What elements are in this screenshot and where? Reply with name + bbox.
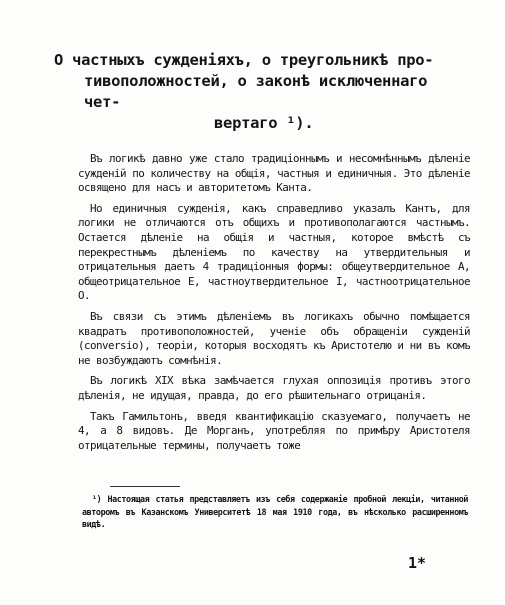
paragraph-3: Въ связи съ этимъ дѣленіемъ въ логикахъ обычно помѣщается квадратъ противоположностей, ученіе объ обращеніи сужденій (conversio), теоріи, которыя восходятъ къ Аристотелю и ни въ комъ не возбуждаютъ сомнѣнія. — [78, 309, 470, 367]
footnote-text: ¹) Настоящая статья представляетъ изъ себя содержаніе пробной лекціи, читанной авторомъ въ Казанскомъ Университетѣ 18 мая 1910 года, въ нѣсколько расширенномъ видѣ. — [82, 494, 468, 529]
paragraph-5: Такъ Гамильтонъ, введя квантификацію сказуемаго, получаетъ не 4, а 8 видовъ. Де Морганъ, употребляя по примѣру Аристотеля отрицательные термины, получаетъ тоже — [78, 409, 470, 452]
title-line-1: О частныхъ сужденіяхъ, о треугольникѣ про- — [54, 51, 434, 69]
article-body — [78, 152, 470, 459]
article-title — [44, 50, 464, 134]
footnote-divider — [110, 486, 180, 487]
signature-mark: 1* — [408, 554, 427, 572]
title-line-2: тивоположностей, о законѣ исключеннаго чет- — [84, 72, 428, 111]
paragraph-1: Въ логикѣ давно уже стало традиціоннымъ и несомнѣннымъ дѣленіе сужденій по количеству на общія, частныя и единичныя. Это дѣленіе освящено для насъ и авторитетомъ Канта. — [78, 152, 470, 195]
paragraph-2: Но единичныя сужденія, какъ справедливо указалъ Кантъ, для логики не отличаются отъ общихъ и противополагаются частнымъ. Остается дѣленіе на общія и частныя, которое вмѣстѣ съ перекрестнымъ дѣленіемъ по качеству на утвердительныя и отрицательныя даетъ 4 традиціонныя формы: общеутвердительное A, общеотрицательное E, частноутвердительное I, частноотрицательное O. — [78, 201, 470, 303]
paragraph-4: Въ логикѣ XIX вѣка замѣчается глухая оппозиція противъ этого дѣленія, не идущая, правда, до его рѣшительнаго отрицанія. — [78, 374, 470, 402]
footnote — [82, 493, 468, 531]
title-line-3: вертаго ¹). — [214, 114, 314, 132]
